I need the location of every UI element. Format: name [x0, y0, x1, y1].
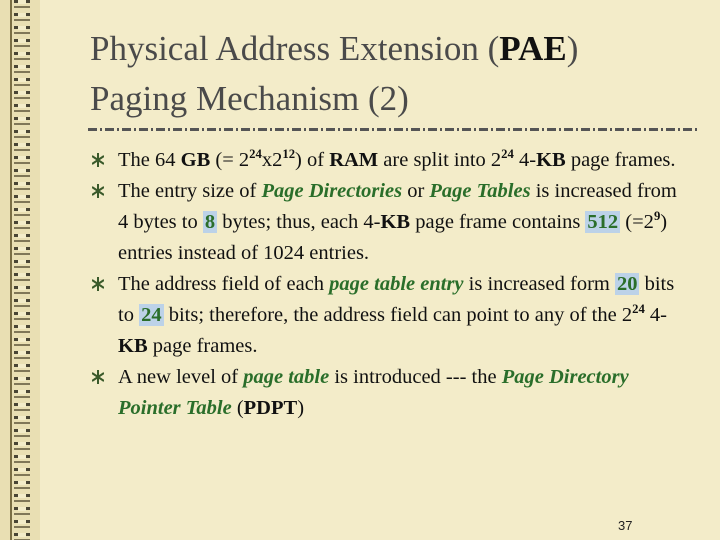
emphasis-term: page table entry	[329, 273, 464, 295]
title-separator	[88, 128, 700, 131]
star-bullet-icon	[92, 277, 104, 291]
chain-link-holes	[18, 0, 26, 540]
text: The address field of each	[118, 273, 330, 295]
bold-text: RAM	[329, 149, 379, 171]
bullet-list	[92, 145, 682, 424]
text: is increased form	[463, 273, 615, 295]
text: ) entries instead of 1024 entries.	[118, 211, 668, 264]
bold-text: GB	[180, 149, 211, 171]
text: are split into 2	[378, 149, 502, 171]
text: 4-	[513, 149, 537, 171]
text: is increased from 4 bytes to	[118, 180, 677, 233]
emphasis-term: Page Tables	[429, 180, 531, 202]
text: A new level of	[118, 366, 244, 388]
bold-text: KB	[118, 335, 148, 357]
title-line2: Paging Mechanism (2)	[90, 79, 409, 118]
superscript: 24	[632, 301, 645, 316]
emphasis-term: page table	[243, 366, 330, 388]
bullet-item-3	[92, 269, 682, 362]
text: (= 2	[210, 149, 250, 171]
star-bullet-icon	[92, 370, 104, 384]
slide-title	[90, 24, 700, 124]
text: 4-	[644, 304, 667, 326]
text: is introduced --- the	[329, 366, 502, 388]
superscript: 24	[501, 146, 514, 161]
text: )	[297, 397, 305, 419]
border-line	[10, 0, 12, 540]
superscript: 24	[249, 146, 262, 161]
text: (=2	[620, 211, 654, 233]
bold-text: KB	[380, 211, 411, 233]
text: x2	[261, 149, 283, 171]
text: ) of	[295, 149, 330, 171]
highlighted-value: 20	[616, 273, 638, 295]
bold-text: KB	[536, 149, 566, 171]
text: bits; therefore, the address field can point to any of the 2	[163, 304, 633, 326]
bullet-item-1	[92, 145, 682, 176]
highlighted-value: 24	[141, 304, 162, 326]
emphasis-term: Page Directory Pointer Table	[118, 366, 629, 419]
highlighted-value: 8	[204, 211, 216, 233]
text: bytes; thus, each 4-	[217, 211, 381, 233]
star-bullet-icon	[92, 184, 104, 198]
superscript: 9	[653, 208, 661, 223]
highlighted-value: 512	[587, 211, 619, 233]
text: page frame contains	[410, 211, 586, 233]
star-bullet-icon	[92, 153, 104, 167]
text: The 64	[118, 149, 181, 171]
page-number: 37	[618, 518, 633, 533]
text: The entry size of	[118, 180, 262, 202]
bold-text: PDPT	[243, 397, 298, 419]
text: page frames.	[565, 149, 676, 171]
text: bits to	[118, 273, 675, 326]
title-line1-pre: Physical Address Extension (	[90, 29, 500, 68]
title-acronym: PAE	[499, 29, 567, 68]
bullet-item-2	[92, 176, 682, 269]
emphasis-term: Page Directories	[261, 180, 403, 202]
decorative-chain-border	[0, 0, 40, 540]
bullet-item-4	[92, 362, 682, 424]
text: (	[231, 397, 244, 419]
text: page frames.	[147, 335, 258, 357]
text: or	[402, 180, 430, 202]
title-line1-post: )	[566, 29, 579, 68]
superscript: 12	[282, 146, 296, 161]
